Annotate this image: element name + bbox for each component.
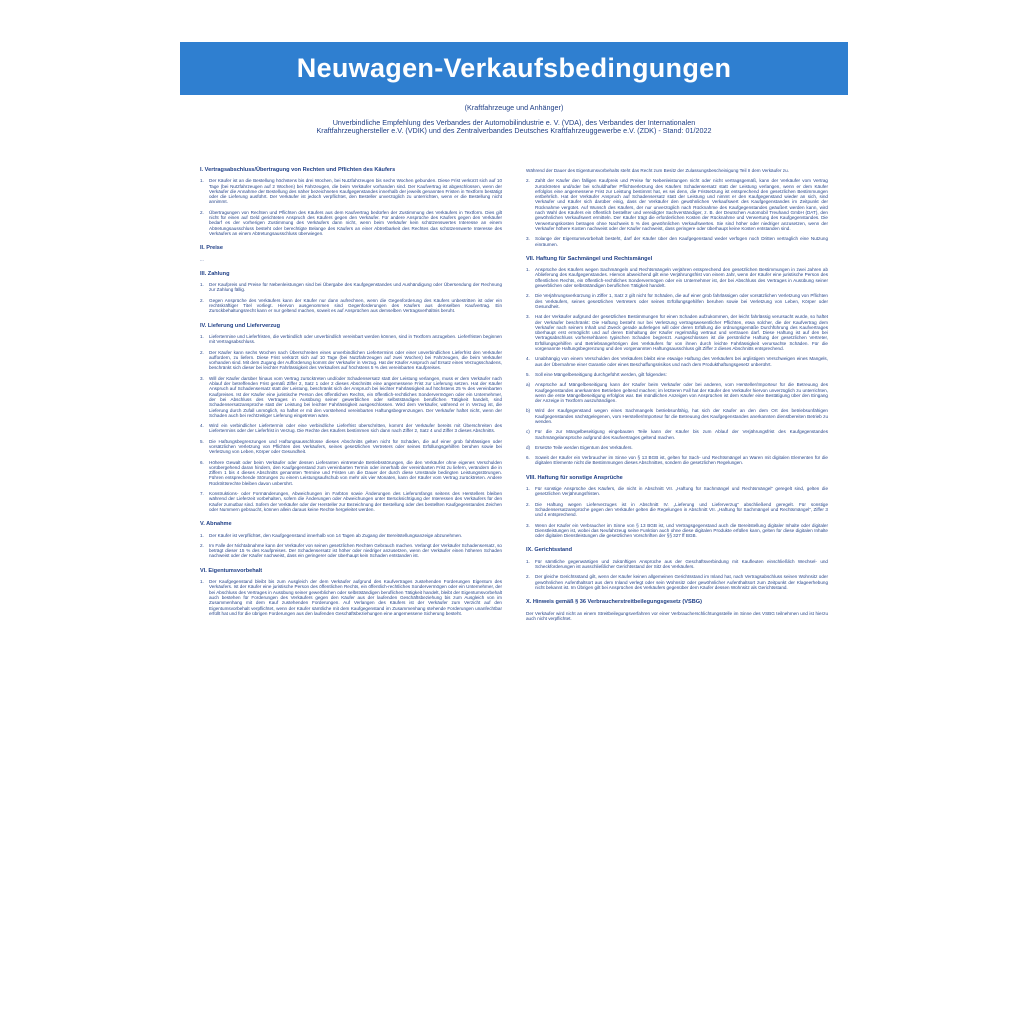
item-text: Der Kaufgegenstand bleibt bis zum Ausgleich der dem Verkäufer aufgrund des Kaufvertrages zustehenden Forderungen Eigentum des Verkäufers. Ist der Käufer eine juristische Person des öffentlichen Rechts, ein öffentlich-rechtliches Sondervermögen oder ein Unternehmer, der bei Abschluss des Vertrages in Ausübung seiner gewerblichen oder selbstständigen beruflichen Tätigkeit handelt, bleibt der Eigentumsvorbehalt auch bestehen für Forderungen des Verkäufers gegen den Käufer aus der laufenden Geschäftsbeziehung bis zum Ausgleich von im Zusammenhang mit dem Kauf zustehenden Forderungen. Auf Verlangen des Käufers ist der Verkäufer zum Verzicht auf den Eigentumsvorbehalt verpflichtet, wenn der Käufer sämtliche mit dem Kaufgegenstand im Zusammenhang stehende Forderungen unanfechtbar erfüllt hat und für die übrigen Forderungen aus den laufenden Geschäftsbeziehungen eine angemessene Sicherung besteht. <box>209 579 502 616</box>
item-text: Zahlt der Käufer den fälligen Kaufpreis und Preise für Nebenleistungen nicht oder nicht vertragsgemäß, kann der Verkäufer vom Vertrag zurücktreten und/oder bei schuldhafter Pflichtverletzung des Käufers Schadensersatz statt der Leistung verlangen, wenn er dem Käufer erfolglos eine angemessene Frist zur Leistung bestimmt hat, es sei denn, die Fristsetzung ist entsprechend den gesetzlichen Bestimmungen entbehrlich. Hat der Verkäufer Anspruch auf Schadensersatz statt der Leistung und nimmt er den Kaufgegenstand wieder an sich, sind Verkäufer und Käufer sich darüber einig, dass der Verkäufer den gewöhnlichen Verkaufswert des Kaufgegenstandes im Zeitpunkt der Rücknahme vergütet. Auf Wunsch des Käufers, der nur unverzüglich nach Rücknahme des Kaufgegenstandes geäußert werden kann, wird nach Wahl des Käufers ein öffentlich bestellter und vereidigter Sachverständiger, z. B. der Deutschen Automobil Treuhand GmbH (DAT), den gewöhnlichen Verkaufswert ermitteln. Der Käufer trägt die erforderlichen Kosten der Rücknahme und Verwertung des Kaufgegenstandes. Die Verwertungskosten betragen ohne Nachweis 5 % des gewöhnlichen Verkaufswertes. Sie sind höher oder niedriger anzusetzen, wenn der Verkäufer höhere Kosten nachweist oder der Käufer nachweist, dass geringere oder überhaupt keine Kosten entstanden sind. <box>535 178 828 231</box>
section-title: IX. Gerichtsstand <box>526 547 573 554</box>
section-title: VI. Eigentumsvorbehalt <box>200 567 263 574</box>
list-item <box>200 298 502 314</box>
item-text: Wird ein verbindlicher Liefertermin oder eine verbindliche Lieferfrist überschritten, kommt der Verkäufer bereits mit Überschreiten des Liefertermins oder der Lieferfrist in Verzug. Die Rechte des Käufers bestimmen sich dann nach Ziffer 2, Satz 4 und Ziffer 3 dieses Abschnitts. <box>209 423 502 434</box>
list-item <box>200 460 502 486</box>
section-title: X. Hinweis gemäß § 36 Verbraucherstreitbeilegungsgesetz (VSBG) <box>526 599 702 606</box>
item-text: Die Haftungsbegrenzungen und Haftungsausschlüsse dieses Abschnitts gelten nicht für Schäden, die auf einer grob fahrlässigen oder vorsätzlichen Verletzung von Pflichten des Verkäufers, seines gesetzlichen Vertreters oder seines Erfüllungsgehilfen beruhen sowie bei Verletzung von Leben, Körper oder Gesundheit. <box>209 438 502 455</box>
section-title: VII. Haftung für Sachmängel und Rechtsmängel <box>526 255 653 262</box>
item-text: Soweit der Käufer ein Verbraucher im Sinne von § 13 BGB ist, gelten für Sach- und Rechtsmängel an Waren mit digitalen Elementen für die digitalen Elemente nicht die Bestimmungen dieses Abschnittes, sondern die gesetzlichen Regelungen. <box>535 455 828 466</box>
section <box>526 168 828 173</box>
list-item <box>200 579 502 616</box>
item-number: 5. <box>526 371 530 377</box>
item-number: 1. <box>200 282 204 288</box>
section <box>200 272 502 314</box>
section <box>200 246 502 262</box>
item-number: 1. <box>200 532 204 538</box>
document-title: Neuwagen-Verkaufsbedingungen <box>296 53 732 83</box>
item-number: 1. <box>526 558 530 564</box>
item-text: Ersetzte Teile werden Eigentum des Verkäufers. <box>535 444 633 450</box>
list-item <box>200 439 502 455</box>
list-item <box>526 356 828 367</box>
list-item <box>526 486 828 497</box>
paragraph: ... <box>200 256 204 262</box>
left-column <box>200 168 502 621</box>
item-text: Solange der Eigentumsvorbehalt besteht, darf der Käufer über den Kaufgegenstand weder verfügen noch Dritten vertraglich eine Nutzung einräumen. <box>535 236 828 247</box>
item-text: Unabhängig von einem Verschulden des Verkäufers bleibt eine etwaige Haftung des Verkäufers bei arglistigem Verschweigen eines Mangels, aus der Übernahme einer Garantie oder eines Beschaffungsrisikos und nach dem Produkthaftungsgesetz unberührt. <box>535 356 828 367</box>
item-text: Konstruktions- oder Formänderungen, Abweichungen im Farbton sowie Änderungen des Lieferumfangs seitens des Herstellers bleiben während der Lieferzeit vorbehalten, sofern die Änderungen oder Abweichungen unter Berücksichtigung der Interessen des Verkäufers für den Käufer zumutbar sind. Sofern der Verkäufer oder der Hersteller zur Bezeichnung der Bestellung oder des bestellten Kaufgegenstandes Zeichen oder Nummern gebraucht, können allein daraus keine Rechte hergeleitet werden. <box>209 491 502 512</box>
item-number: 1. <box>200 333 204 339</box>
item-number: 3. <box>526 236 530 242</box>
item-text: Soll eine Mängelbeseitigung durchgeführt werden, gilt folgendes: <box>535 371 667 377</box>
item-text: Ansprüche auf Mängelbeseitigung kann der Käufer beim Verkäufer oder bei anderen, vom Hersteller/Importeur für die Betreuung des Kaufgegenstandes anerkannten Betrieben geltend machen; im letzteren Fall hat der Käufer den Verkäufer hiervon unverzüglich zu unterrichten, wenn die erste Mängelbeseitigung erfolglos war. Bei mündlichen Anzeigen von Ansprüchen ist dem Käufer eine Bestätigung über den Eingang der Anzeige in Textform auszuhändigen. <box>535 382 828 404</box>
list-item <box>526 382 828 403</box>
section <box>526 178 828 247</box>
paragraph: Während der Dauer des Eigentumsvorbehalts steht das Recht zum Besitz der Zulassungsbescheinigung Teil II dem Verkäufer zu. <box>526 168 789 173</box>
item-number: 1. <box>526 486 530 492</box>
item-number: 4. <box>526 356 530 362</box>
list-item <box>526 293 828 309</box>
item-number: 2. <box>200 209 204 215</box>
section <box>526 548 828 590</box>
item-number: c) <box>526 429 530 435</box>
item-text: Hat der Verkäufer aufgrund der gesetzlichen Bestimmungen für einen Schaden aufzukommen, der leicht fahrlässig verursacht wurde, so haftet der Verkäufer beschränkt: Die Haftung besteht nur bei Verletzung vertragswesentlicher Pflichten, etwa solcher, die der Kaufvertrag dem Verkäufer nach seinem Inhalt und Zweck gerade auferlegen will oder deren Erfüllung die ordnungsgemäße Durchführung des Kaufvertrages überhaupt erst ermöglicht und auf deren Einhaltung der Käufer regelmäßig vertraut und vertrauen darf. Diese Haftung ist auf den bei Vertragsabschluss vorhersehbaren typischen Schaden begrenzt. Ausgeschlossen ist die persönliche Haftung der gesetzlichen Vertreter, Erfüllungsgehilfen und Betriebsangehörigen des Verkäufers für von ihnen durch leichte Fahrlässigkeit verursachte Schäden. Für die vorgenannte Haftungsbegrenzung und den vorgenannten Haftungsausschluss gilt Ziffer 2 dieses Abschnitts entsprechend. <box>535 314 828 352</box>
subtitle-scope: (Kraftfahrzeuge und Anhänger) <box>464 103 564 112</box>
item-text: Wenn der Käufer ein Verbraucher im Sinne von § 13 BGB ist, und Vertragsgegenstand auch die Bereitstellung digitaler Inhalte oder digitaler Dienstleistungen ist, wobei das Neufahrzeug seine Funktion auch ohne diese digitalen Produkte erfüllen kann, gelten für diese digitalen Inhalte oder digitalen Dienstleistungen die gesetzlichen Vorschriften der §§ 327 ff BGB. <box>535 522 828 539</box>
item-number: 1. <box>200 579 204 585</box>
item-number: 1. <box>200 178 204 184</box>
item-text: Für die zur Mängelbeseitigung eingebauten Teile kann der Käufer bis zum Ablauf der Verjährungsfrist des Kaufgegenstandes Sachmängelansprüche aufgrund des Kaufvertrages geltend machen. <box>535 429 828 440</box>
item-number: d) <box>526 444 531 450</box>
section <box>526 600 828 621</box>
list-item <box>526 372 828 377</box>
item-text: Übertragungen von Rechten und Pflichten des Käufers aus dem Kaufvertrag bedürfen der Zustimmung des Verkäufers in Textform. Dies gilt nicht für einen auf Geld gerichteten Anspruch des Käufers gegen den Verkäufer. Für andere Ansprüche des Käufers gegen den Verkäufer bedarf es der vorherigen Zustimmung des Verkäufers dann nicht, wenn beim Verkäufer kein schützenswertes Interesse an einem Abtretungsausschluss besteht oder berechtigte Belange des Käufers an einer Abtretbarkeit des Rechtes das schützenswerte Interesse des Verkäufers an einem Abtretungsausschluss überwiegen. <box>209 209 502 236</box>
list-item <box>526 314 828 351</box>
list-item <box>200 210 502 236</box>
item-number: 4. <box>200 423 204 429</box>
list-item <box>526 502 828 518</box>
list-item <box>200 376 502 418</box>
item-number: a) <box>526 382 531 388</box>
item-number: 2. <box>526 293 530 299</box>
list-item <box>200 423 502 434</box>
item-text: Im Falle der Nichtabnahme kann der Verkäufer von seinen gesetzlichen Rechten Gebrauch machen. Verlangt der Verkäufer Schadensersatz, so beträgt dieser 15 % des Kaufpreises. Der Schadensersatz ist höher oder niedriger anzusetzen, wenn der Verkäufer einen höheren Schaden nachweist oder der Käufer nachweist, dass ein geringerer oder überhaupt kein Schaden entstanden ist. <box>209 542 502 559</box>
item-text: Will der Käufer darüber hinaus vom Vertrag zurücktreten und/oder Schadensersatz statt der Leistung verlangen, muss er dem Verkäufer nach Ablauf der betreffenden Frist gemäß Ziffer 2, Satz 1 oder 2 dieses Abschnitts eine angemessene Frist zur Lieferung setzen. Hat der Käufer Anspruch auf Schadensersatz statt der Leistung, beschränkt sich der Anspruch bei leichter Fahrlässigkeit auf höchstens 25 % des vereinbarten Kaufpreises. Ist der Käufer eine juristische Person des öffentlichen Rechts, ein öffentlich-rechtliches Sondervermögen oder ein Unternehmer, der bei Abschluss des Vertrages in Ausübung seiner gewerblichen oder selbstständigen beruflichen Tätigkeit handelt, sind Schadensersatzansprüche statt der Leistung bei leichter Fahrlässigkeit ausgeschlossen. Wird dem Verkäufer, während er in Verzug ist, die Lieferung durch Zufall unmöglich, so haftet er mit den vorstehend vereinbarten Haftungsbegrenzungen. Der Verkäufer haftet nicht, wenn der Schaden auch bei rechtzeitiger Lieferung eingetreten wäre. <box>209 375 502 418</box>
list-item <box>526 559 828 570</box>
subtitle-recommendation: Unverbindliche Empfehlung des Verbandes der Automobilindustrie e. V. (VDA), des Verbandes der Internationalen <box>332 117 696 127</box>
section <box>200 168 502 236</box>
item-number: 3. <box>200 375 204 381</box>
item-text: Der Käufer kann sechs Wochen nach Überschreiten eines unverbindlichen Liefertermins oder einer unverbindlichen Lieferfrist den Verkäufer auffordern, zu liefern. Diese Frist verkürzt sich auf 10 Tage (bei Nutzfahrzeugen auf zwei Wochen) bei Fahrzeugen, die beim Verkäufer vorhanden sind. Mit dem Zugang der Aufforderung kommt der Verkäufer in Verzug. Hat der Käufer Anspruch auf Ersatz eines Verzugsschadens, beschränkt sich dieser bei leichter Fahrlässigkeit des Verkäufers auf höchstens 5 % des vereinbarten Kaufpreises. <box>209 349 502 371</box>
section-title: VIII. Haftung für sonstige Ansprüche <box>526 474 623 481</box>
item-number: 2. <box>526 501 530 507</box>
item-text: Ansprüche des Käufers wegen Sachmängeln und Rechtsmängeln verjähren entsprechend den gesetzlichen Bestimmungen in zwei Jahren ab Ablieferung des Kaufgegenstandes. Hiervon abweichend gilt eine Verjährungsfrist von einem Jahr, wenn der Käufer eine juristische Person des öffentlichen Rechts, ein öffentlich-rechtliches Sondervermögen oder ein Unternehmer ist, der bei Abschluss des Vertrages in Ausübung seiner gewerblichen oder selbstständigen beruflichen Tätigkeit handelt. <box>535 267 828 289</box>
section <box>200 569 502 616</box>
item-text: Die Verjährungsverkürzung in Ziffer 1, Satz 2 gilt nicht für Schäden, die auf einer grob fahrlässigen oder vorsätzlichen Verletzung von Pflichten des Verkäufers, seines gesetzlichen Vertreters oder seines Erfüllungsgehilfen beruhen sowie bei Verletzung von Leben, Körper oder Gesundheit. <box>535 293 828 309</box>
list-item <box>526 429 828 440</box>
section <box>200 324 502 513</box>
subtitle-associations: Kraftfahrzeughersteller e.V. (VDIK) und des Zentralverbandes Deutsches Kraftfahrzeuggewerbe e.V. (ZDK) - Stand: 01/2022 <box>316 126 712 135</box>
list-item <box>526 523 828 539</box>
list-item <box>200 282 502 293</box>
list-item <box>200 178 502 204</box>
item-number: 2. <box>526 574 530 580</box>
item-number: 1. <box>526 267 530 273</box>
list-item <box>526 574 828 590</box>
list-item <box>526 178 828 231</box>
list-item <box>526 455 828 466</box>
item-number: 2. <box>200 542 204 548</box>
list-item <box>200 350 502 371</box>
item-number: 2. <box>200 297 204 303</box>
section-title: IV. Lieferung und Lieferverzug <box>200 322 280 329</box>
list-item <box>526 236 828 247</box>
item-number: 2. <box>200 349 204 355</box>
item-text: Der gleiche Gerichtsstand gilt, wenn der Käufer keinen allgemeinen Gerichtsstand im Inland hat, nach Vertragsabschluss seinen Wohnsitz oder gewöhnlichen Aufenthaltsort aus dem Inland verlegt oder sein Wohnsitz oder gewöhnlicher Aufenthaltsort zum Zeitpunkt der Klageerhebung nicht bekannt ist. Im Übrigen gilt bei Ansprüchen des Verkäufers gegenüber dem Käufer dessen Wohnsitz als Gerichtsstand. <box>535 574 828 590</box>
title-banner <box>180 42 848 95</box>
list-item <box>200 543 502 559</box>
section-title: III. Zahlung <box>200 270 230 277</box>
list-item <box>200 491 502 512</box>
item-number: 2. <box>526 178 530 184</box>
item-text: Der Käufer ist verpflichtet, den Kaufgegenstand innerhalb von 14 Tagen ab Zugang der Bereitstellungsanzeige abzunehmen. <box>209 532 463 538</box>
list-item <box>200 533 502 538</box>
item-text: Gegen Ansprüche des Verkäufers kann der Käufer nur dann aufrechnen, wenn die Gegenforderung des Käufers unbestritten ist oder ein rechtskräftiger Titel vorliegt. Hiervon ausgenommen sind Gegenforderungen des Käufers aus demselben Kaufvertrag. Ein Zurückbehaltungsrecht kann er nur geltend machen, soweit es auf Ansprüchen aus demselben Vertragsverhältnis beruht. <box>209 297 502 314</box>
item-number: b) <box>526 408 531 414</box>
list-item <box>526 445 828 450</box>
section <box>526 476 828 539</box>
list-item <box>526 408 828 424</box>
item-text: Für sonstige Ansprüche des Käufers, die nicht in Abschnitt VII. „Haftung für Sachmängel und Rechtsmängel“ geregelt sind, gelten die gesetzlichen Verjährungsfristen. <box>535 486 828 497</box>
section-title: I. Vertragsabschluss/Übertragung von Rechten und Pflichten des Käufers <box>200 167 396 173</box>
list-item <box>526 267 828 288</box>
paragraph: Der Verkäufer wird nicht an einem Streitbeilegungsverfahren vor einer Verbraucherschlichtungsstelle im Sinne des VSBG teilnehmen und ist hierzu auch nicht verpflichtet. <box>526 610 828 621</box>
item-number: 6. <box>200 459 204 465</box>
item-text: Die Haftung wegen Lieferverzuges ist in Abschnitt IV. „Lieferung und Lieferverzug“ abschließend geregelt. Für sonstige Schadensersatzansprüche gegen den Verkäufer gelten die Regelungen in Abschnitt VII. „Haftung für Sachmängel und Rechtsmängel“, Ziffer 3 und 4 entsprechend. <box>535 501 828 518</box>
subtitle-block <box>180 104 848 136</box>
item-text: Für sämtliche gegenwärtigen und zukünftigen Ansprüche aus der Geschäftsverbindung mit Kaufleuten einschließlich Wechsel- und Scheckforderungen ist ausschließlicher Gerichtsstand der Sitz des Verkäufers. <box>535 558 828 570</box>
item-number: 7. <box>200 491 204 497</box>
item-text: Der Kaufpreis und Preise für Nebenleistungen sind bei Übergabe des Kaufgegenstandes und Aushändigung oder Übersendung der Rechnung zur Zahlung fällig. <box>209 282 502 293</box>
item-number: 6. <box>526 455 530 461</box>
item-number: 3. <box>526 314 530 320</box>
item-text: Höhere Gewalt oder beim Verkäufer oder dessen Lieferanten eintretende Betriebsstörungen, die den Verkäufer ohne eigenes Verschulden vorübergehend daran hindern, den Kaufgegenstand zum vereinbarten Termin oder innerhalb der vereinbarten Frist zu liefern, verändern die in Ziffern 1 bis 4 dieses Abschnitts genannten Termine und Fristen um die Dauer der durch diese Umstände bedingten Leistungsstörungen. Führen entsprechende Störungen zu einem Leistungsaufschub von mehr als vier Monaten, kann der Käufer vom Vertrag zurücktreten. Andere Rücktrittsrechte bleiben davon unberührt. <box>209 459 502 486</box>
item-number: 3. <box>526 522 530 528</box>
list-item <box>200 334 502 345</box>
section-title: II. Preise <box>200 245 224 252</box>
item-text: Liefertermine und Lieferfristen, die verbindlich oder unverbindlich vereinbart werden können, sind in Textform anzugeben. Lieferfristen beginnen mit Vertragsabschluss. <box>209 333 502 345</box>
item-text: Der Käufer ist an die Bestellung höchstens bis drei Wochen, bei Nutzfahrzeugen bis sechs Wochen gebunden. Diese Frist verkürzt sich auf 10 Tage (bei Nutzfahrzeugen auf 2 Wochen) bei Fahrzeugen, die beim Verkäufer vorhanden sind. Der Kaufvertrag ist abgeschlossen, wenn der Verkäufer die Annahme der Bestellung des näher bezeichneten Kaufgegenstandes innerhalb der jeweils genannten Fristen in Textform bestätigt oder die Lieferung ausführt. Der Verkäufer ist jedoch verpflichtet, den Besteller unverzüglich zu unterrichten, wenn er die Bestellung nicht annimmt. <box>209 178 502 205</box>
item-number: 5. <box>200 438 204 444</box>
right-column <box>526 168 828 626</box>
item-text: Wird der Kaufgegenstand wegen eines Sachmangels betriebsunfähig, hat sich der Käufer an den dem Ort des betriebsunfähigen Kaufgegenstandes nächstgelegenen, vom Hersteller/Importeur für die Betreuung des Kaufgegenstandes anerkannten dienstbereiten Betrieb zu wenden. <box>535 408 828 424</box>
section <box>200 522 502 558</box>
section <box>526 257 828 466</box>
section-title: V. Abnahme <box>200 521 232 528</box>
